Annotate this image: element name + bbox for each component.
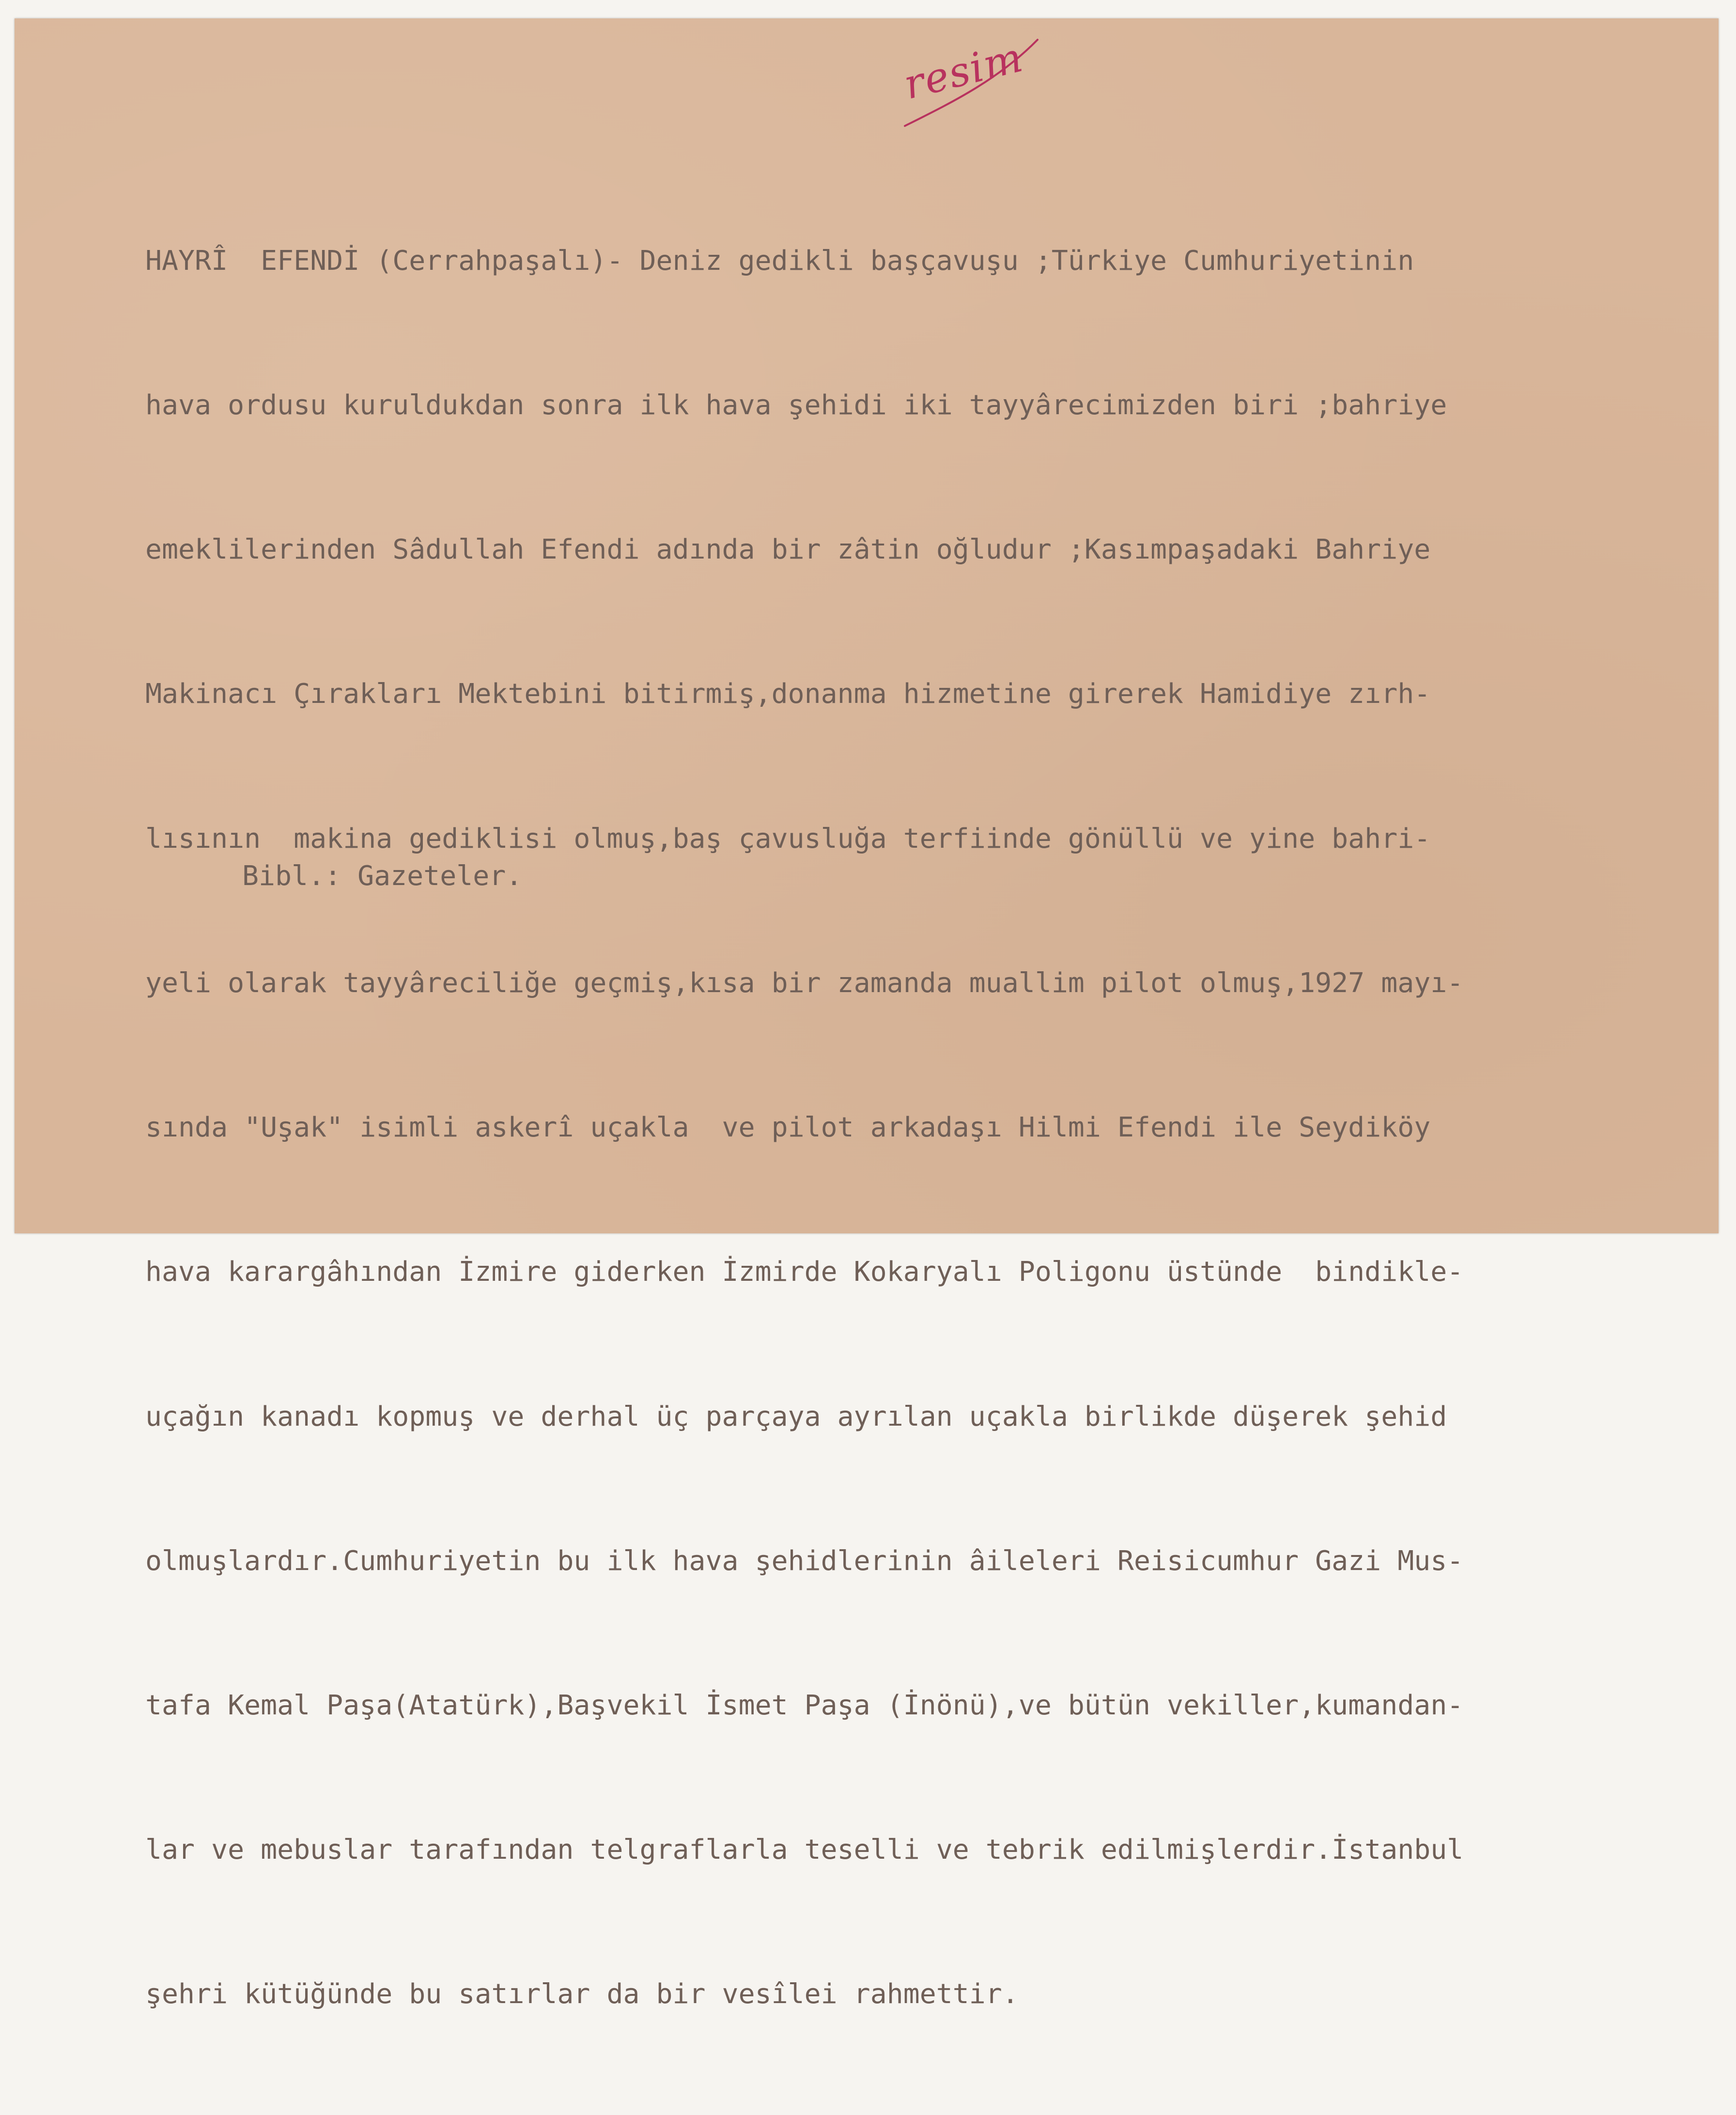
text-line: uçağın kanadı kopmuş ve derhal üç parçaya ayrılan uçakla birlikde düşerek şehid <box>145 1400 1447 1432</box>
text-line: olmuşlardır.Cumhuriyetin bu ilk hava şehidlerinin âileleri Reisicumhur Gazi Mus- <box>145 1545 1464 1577</box>
text-line: Makinacı Çırakları Mektebini bitirmiş,donanma hizmetine girerek Hamidiye zırh- <box>145 678 1431 710</box>
text-line: yeli olarak tayyâreciliğe geçmiş,kısa bir zamanda muallim pilot olmuş,1927 mayı- <box>145 967 1464 999</box>
text-line: HAYRÎ EFENDİ (Cerrahpaşalı)- Deniz gedikli başçavuşu ;Türkiye Cumhuriyetinin <box>145 245 1414 277</box>
text-line: lısının makina gediklisi olmuş,baş çavusluğa terfiinde gönüllü ve yine bahri- <box>145 823 1431 855</box>
text-line: hava ordusu kuruldukdan sonra ilk hava şehidi iki tayyârecimizden biri ;bahriye <box>145 389 1447 421</box>
text-line: şehri kütüğünde bu satırlar da bir vesîlei rahmettir. <box>145 1978 1019 2010</box>
text-line: lar ve mebuslar tarafından telgraflarla teselli ve tebrik edilmişlerdir.İstanbul <box>145 1834 1464 1866</box>
handwritten-note-text: resim <box>899 33 1028 109</box>
bibliography-line: Bibl.: Gazeteler. <box>242 860 523 892</box>
typed-entry-text <box>145 140 1724 2115</box>
index-card <box>15 18 1719 2010</box>
text-line: sında "Uşak" isimli askerî uçakla ve pilot arkadaşı Hilmi Efendi ile Seydiköy <box>145 1112 1431 1144</box>
text-line: emeklilerinden Sâdullah Efendi adında bir zâtin oğludur ;Kasımpaşadaki Bahriye <box>145 534 1431 566</box>
text-line: tafa Kemal Paşa(Atatürk),Başvekil İsmet Paşa (İnönü),ve bütün vekiller,kumandan- <box>145 1690 1464 1721</box>
text-line: hava karargâhından İzmire giderken İzmirde Kokaryalı Poligonu üstünde bindikle- <box>145 1256 1464 1288</box>
